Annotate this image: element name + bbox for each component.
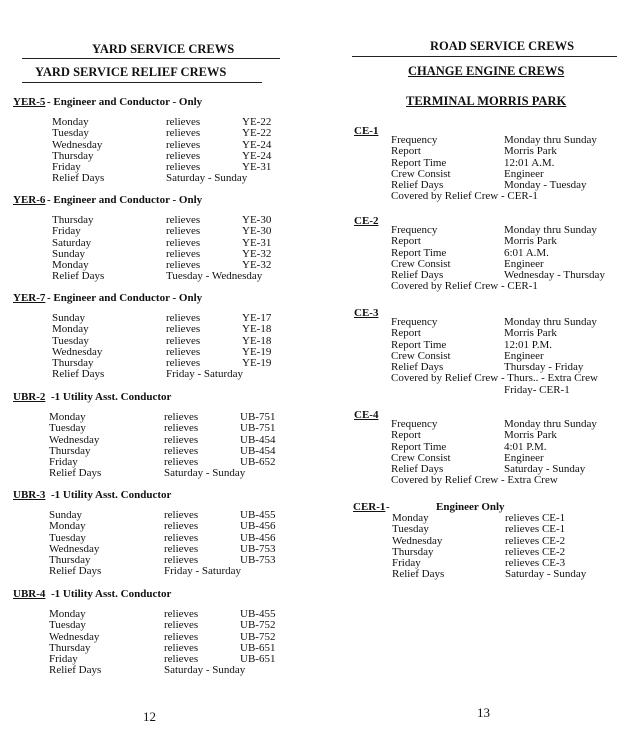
field-value: Engineer — [504, 167, 544, 180]
relieves-label: relieves — [164, 433, 199, 446]
relieves-label: relieves — [166, 138, 201, 151]
relieves-label: relieves — [164, 444, 199, 457]
relieves-label: relieves — [164, 608, 199, 620]
header-rule — [22, 58, 280, 59]
crew-id: YE-31 — [242, 236, 272, 249]
relieves-label: relieves — [164, 653, 199, 665]
field-label: Frequency — [391, 418, 438, 430]
crew-code: CE-4 — [354, 409, 379, 421]
section-title: -1 Utility Asst. Conductor — [51, 588, 172, 600]
field-value: Thursday - Friday — [504, 361, 584, 373]
relief-days-value: Friday - Saturday — [166, 368, 243, 381]
relieves-label: relieves — [166, 345, 201, 358]
field-label: Frequency — [391, 134, 438, 146]
day-label: Friday — [392, 557, 421, 569]
day-label: Wednesday — [49, 542, 100, 555]
crew-id: UB-456 — [240, 520, 276, 533]
left-page-subheader: YARD SERVICE RELIEF CREWS — [35, 65, 227, 79]
field-label: Frequency — [391, 316, 438, 328]
crew-code: CE-1 — [354, 125, 379, 137]
relieves-label: relieves — [164, 641, 199, 654]
day-label: Tuesday — [49, 531, 86, 544]
section-title: - Engineer and Conductor - Only — [47, 96, 203, 108]
day-label: Thursday — [52, 149, 94, 162]
covered-by: Covered by Relief Crew - CER-1 — [391, 280, 538, 293]
crew-id: YE-22 — [242, 127, 272, 140]
field-label: Relief Days — [391, 361, 444, 373]
relieves-label: relieves — [166, 225, 201, 238]
day-label: Thursday — [49, 641, 91, 654]
day-label: Monday — [392, 512, 429, 524]
day-label: Sunday — [52, 312, 85, 324]
crew-id: YE-17 — [242, 312, 272, 324]
relieves-value: Saturday - Sunday — [505, 568, 587, 581]
relief-days-label: Relief Days — [49, 664, 102, 677]
crew-id: YE-31 — [242, 161, 272, 173]
crew-id: UB-454 — [240, 433, 276, 446]
field-label: Report Time — [391, 338, 447, 351]
field-value: Monday thru Sunday — [504, 418, 597, 430]
day-label: Monday — [52, 323, 89, 336]
section-title: -1 Utility Asst. Conductor — [51, 391, 172, 403]
field-label: Report Time — [391, 440, 447, 453]
field-value: Monday thru Sunday — [504, 224, 597, 236]
relief-days-value: Saturday - Sunday — [164, 664, 246, 677]
crew-id: UB-455 — [240, 509, 276, 521]
section-title: -1 Utility Asst. Conductor — [51, 489, 172, 501]
relieves-label: relieves — [166, 149, 201, 162]
field-value: Engineer — [504, 257, 544, 270]
field-value: 6:01 A.M. — [504, 246, 549, 259]
field-value: Wednesday - Thursday — [504, 269, 605, 281]
day-label: Tuesday — [392, 523, 429, 536]
section-title: - Engineer and Conductor - Only — [47, 194, 203, 206]
section-code: UBR-2 — [13, 391, 46, 403]
day-label: Wednesday — [52, 138, 103, 151]
relieves-label: relieves — [166, 116, 201, 128]
field-value: Engineer — [504, 451, 544, 464]
crew-id: UB-753 — [240, 554, 276, 566]
field-label: Relief Days — [391, 179, 444, 191]
crew-id: YE-19 — [242, 345, 272, 358]
day-label: Friday — [49, 456, 78, 468]
field-label: Report — [391, 235, 421, 248]
relieves-label: relieves — [166, 334, 201, 347]
day-label: Friday — [52, 161, 81, 173]
relief-days-label: Relief Days — [52, 368, 105, 381]
field-value: 12:01 A.M. — [504, 156, 555, 169]
field-label: Report — [391, 327, 421, 340]
crew-id: UB-651 — [240, 641, 276, 654]
crew-id: UB-456 — [240, 531, 276, 544]
field-label: Frequency — [391, 224, 438, 236]
day-label: Wednesday — [49, 433, 100, 446]
field-value: Morris Park — [504, 429, 557, 442]
relieves-label: relieves — [166, 127, 201, 140]
relieves-label: relieves — [166, 323, 201, 336]
relieves-value: relieves CE-3 — [505, 557, 566, 569]
crew-id: YE-18 — [242, 334, 272, 347]
section-code: YER-6 — [13, 194, 46, 206]
day-label: Wednesday — [52, 345, 103, 358]
crew-id: YE-24 — [242, 149, 272, 162]
relieves-label: relieves — [166, 247, 201, 260]
day-label: Tuesday — [49, 422, 86, 435]
relieves-label: relieves — [164, 411, 199, 423]
cer1-code: CER-1 — [353, 501, 386, 513]
field-value: Monday thru Sunday — [504, 134, 597, 146]
day-label: Sunday — [49, 509, 82, 521]
right-page-header: ROAD SERVICE CREWS — [430, 39, 575, 53]
day-label: Tuesday — [52, 334, 89, 347]
relieves-value: relieves CE-1 — [505, 523, 566, 536]
crew-id: YE-18 — [242, 323, 272, 336]
field-value: Monday - Tuesday — [504, 179, 587, 191]
relief-days-value: Saturday - Sunday — [164, 467, 246, 480]
crew-id: UB-652 — [240, 456, 276, 468]
crew-id: YE-30 — [242, 214, 272, 226]
crew-id: YE-32 — [242, 259, 272, 271]
crew-id: UB-651 — [240, 653, 276, 665]
relief-days-value: Saturday - Sunday — [166, 172, 248, 185]
crew-code: CE-2 — [354, 215, 379, 227]
relief-days-label: Relief Days — [49, 565, 102, 578]
covered-by: Covered by Relief Crew - Extra Crew — [391, 474, 558, 487]
relieves-label: relieves — [164, 509, 199, 521]
crew-id: UB-752 — [240, 619, 276, 632]
day-label: Sunday — [52, 247, 85, 260]
crew-id: UB-752 — [240, 630, 276, 643]
crew-id: UB-454 — [240, 444, 276, 457]
relieves-label: relieves — [166, 357, 201, 369]
relieves-label: relieves — [166, 312, 201, 324]
terminal-title: TERMINAL MORRIS PARK — [406, 94, 567, 108]
field-value: Saturday - Sunday — [504, 463, 586, 475]
field-value: Monday thru Sunday — [504, 316, 597, 328]
day-label: Thursday — [49, 554, 91, 566]
subheader-rule — [22, 82, 262, 83]
relieves-label: relieves — [164, 619, 199, 632]
relief-days-label: Relief Days — [52, 270, 105, 283]
relieves-label: relieves — [166, 161, 201, 173]
crew-id: YE-32 — [242, 247, 272, 260]
field-label: Crew Consist — [391, 257, 451, 270]
field-label: Report — [391, 145, 421, 158]
relief-days-label: Relief Days — [52, 172, 105, 185]
field-label: Crew Consist — [391, 451, 451, 464]
covered-by: Covered by Relief Crew - Thurs.. - Extra Crew — [391, 372, 598, 385]
section-code: UBR-4 — [13, 588, 46, 600]
day-label: Wednesday — [392, 534, 443, 547]
relieves-value: relieves CE-1 — [505, 512, 566, 524]
relieves-label: relieves — [164, 422, 199, 435]
relieves-label: relieves — [164, 630, 199, 643]
section-code: YER-5 — [13, 96, 46, 108]
relieves-label: relieves — [164, 554, 199, 566]
relieves-label: relieves — [164, 531, 199, 544]
relief-days-value: Tuesday - Wednesday — [166, 270, 263, 283]
crew-id: YE-22 — [242, 116, 272, 128]
relief-days-label: Relief Days — [49, 467, 102, 480]
crew-code: CE-3 — [354, 307, 379, 319]
right-page-number: 13 — [477, 705, 490, 720]
right-header-rule — [352, 56, 617, 57]
day-label: Monday — [49, 411, 86, 423]
field-value: Morris Park — [504, 145, 557, 158]
field-label: Crew Consist — [391, 349, 451, 362]
day-label: Monday — [49, 520, 86, 533]
day-label: Thursday — [52, 214, 94, 226]
relieves-value: relieves CE-2 — [505, 534, 566, 547]
day-label: Wednesday — [49, 630, 100, 643]
field-value: 4:01 P.M. — [504, 440, 547, 453]
relieves-value: relieves CE-2 — [505, 545, 566, 558]
relieves-label: relieves — [166, 259, 201, 271]
relieves-label: relieves — [164, 456, 199, 468]
section-code: YER-7 — [13, 292, 46, 304]
crew-id: UB-455 — [240, 608, 276, 620]
day-label: Relief Days — [392, 568, 445, 581]
field-value: Morris Park — [504, 235, 557, 248]
right-page-subheader: CHANGE ENGINE CREWS — [408, 64, 565, 78]
field-label: Relief Days — [391, 463, 444, 475]
crew-id: UB-751 — [240, 422, 276, 435]
day-label: Monday — [49, 608, 86, 620]
covered-by: Covered by Relief Crew - CER-1 — [391, 190, 538, 203]
section-title: - Engineer and Conductor - Only — [47, 292, 203, 304]
relief-days-value: Friday - Saturday — [164, 565, 241, 578]
day-label: Thursday — [392, 545, 434, 558]
crew-id: UB-753 — [240, 542, 276, 555]
day-label: Friday — [52, 225, 81, 238]
day-label: Monday — [52, 116, 89, 128]
cer1-dash: - — [386, 501, 390, 513]
day-label: Thursday — [52, 357, 94, 369]
cer1-title: Engineer Only — [436, 501, 505, 513]
relieves-label: relieves — [164, 520, 199, 533]
crew-id: UB-751 — [240, 411, 276, 423]
day-label: Saturday — [52, 236, 92, 249]
field-label: Report Time — [391, 156, 447, 169]
relieves-label: relieves — [166, 214, 201, 226]
left-page-number: 12 — [143, 709, 156, 724]
crew-id: YE-19 — [242, 357, 272, 369]
section-code: UBR-3 — [13, 489, 46, 501]
covered-by-extra: Friday- CER-1 — [504, 383, 570, 396]
field-value: Engineer — [504, 349, 544, 362]
relieves-label: relieves — [164, 542, 199, 555]
field-value: 12:01 P.M. — [504, 338, 552, 351]
field-label: Relief Days — [391, 269, 444, 281]
left-page-header: YARD SERVICE CREWS — [92, 42, 235, 56]
field-value: Morris Park — [504, 327, 557, 340]
field-label: Crew Consist — [391, 167, 451, 180]
relieves-label: relieves — [166, 236, 201, 249]
day-label: Tuesday — [52, 127, 89, 140]
day-label: Tuesday — [49, 619, 86, 632]
crew-id: YE-30 — [242, 225, 272, 238]
day-label: Friday — [49, 653, 78, 665]
day-label: Thursday — [49, 444, 91, 457]
field-label: Report Time — [391, 246, 447, 259]
crew-id: YE-24 — [242, 138, 272, 151]
day-label: Monday — [52, 259, 89, 271]
field-label: Report — [391, 429, 421, 442]
